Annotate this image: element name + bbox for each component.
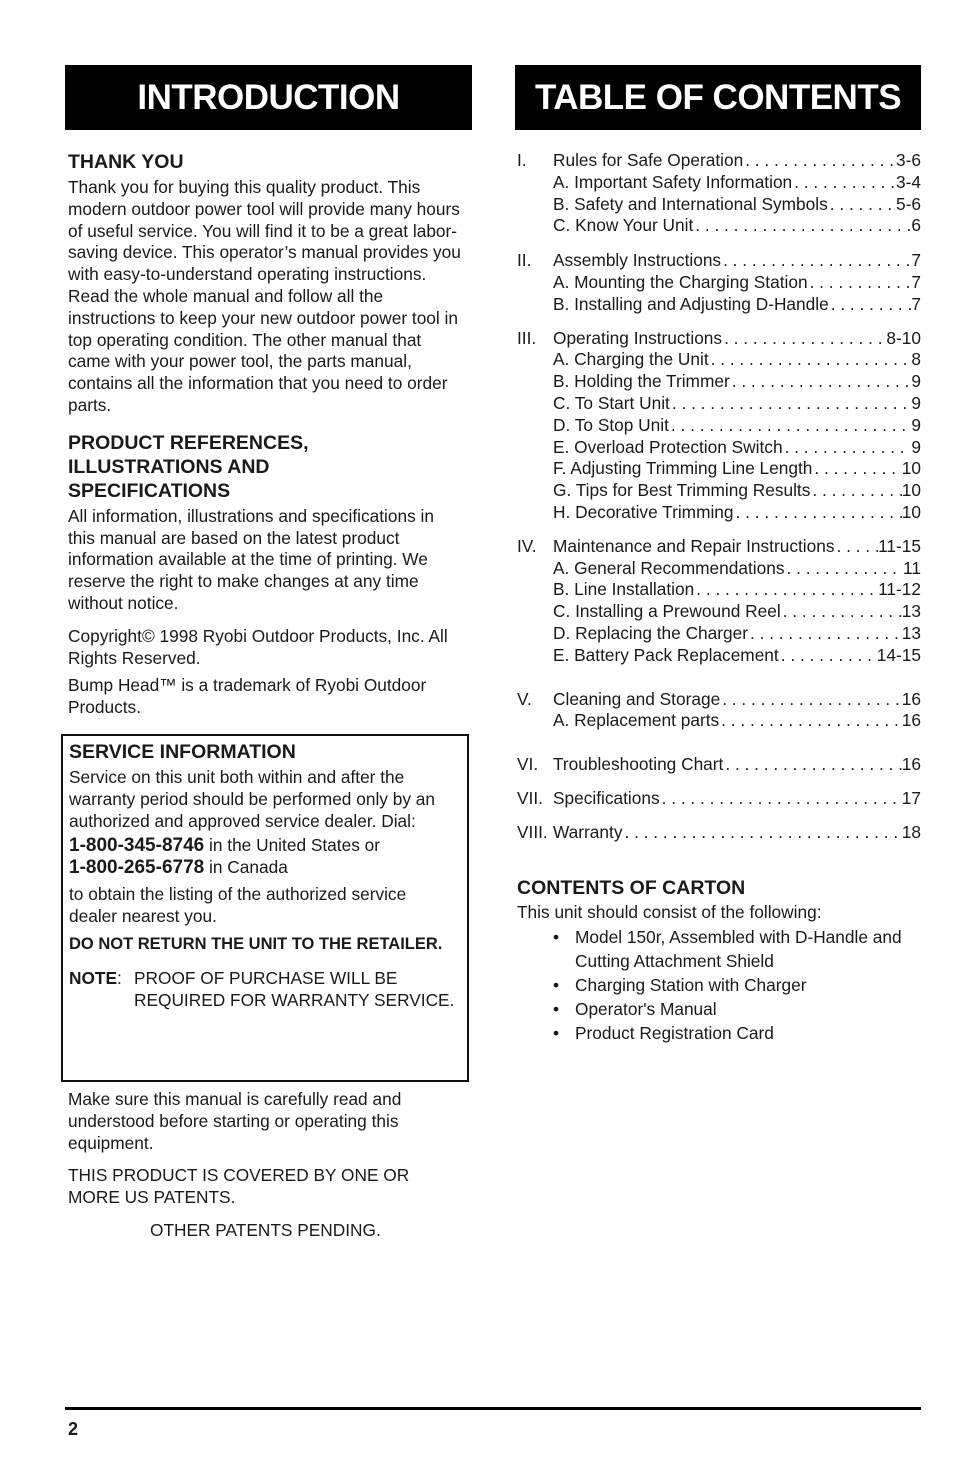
phone-us-line (69, 835, 459, 857)
service-text: Service on this unit both within and after the warranty period should be performed only by an authorized and approved service dealer. Dial: (69, 767, 435, 831)
toc-page-number: 9 (911, 371, 921, 392)
toc-page-number: 7 (911, 250, 921, 271)
toc-entry-number: VI. (517, 754, 539, 775)
toc-section (517, 754, 921, 776)
carton-list (517, 925, 921, 1045)
toc-page-number: 16 (901, 754, 921, 775)
carton-item (517, 1021, 921, 1045)
page-number: 2 (68, 1419, 79, 1439)
carton-heading: CONTENTS OF CARTON (517, 876, 746, 899)
toc-subentry (517, 415, 921, 437)
toc-subentry (517, 349, 921, 371)
toc-entry-number (517, 393, 553, 415)
patents-pending-text: OTHER PATENTS PENDING. (150, 1219, 381, 1240)
toc-subentry (517, 579, 921, 601)
bullet-icon: • (553, 1023, 560, 1044)
table-of-contents-banner (515, 65, 921, 130)
toc-leader-dots (783, 437, 912, 459)
toc-leader-dots (812, 458, 901, 480)
toc-entry-number (517, 349, 553, 371)
patents-text: THIS PRODUCT IS COVERED BY ONE OR MORE US PATENTS. (68, 1165, 410, 1208)
toc-page-number: 11-15 (878, 535, 921, 556)
toc-leader-dots (785, 558, 904, 580)
toc-page-number: 10 (901, 458, 921, 479)
toc-entry-number: V. (517, 688, 532, 709)
toc-leader-dots (829, 294, 912, 316)
toc-subentry (517, 215, 921, 237)
toc-page-number: 3-4 (896, 171, 921, 192)
toc-page-number: 5-6 (896, 193, 921, 214)
carton-intro: This unit should consist of the following: (517, 901, 822, 922)
toc-subentry-title: A. Mounting the Charging Station (553, 271, 808, 292)
introduction-column (68, 150, 463, 719)
toc-entry-title: Assembly Instructions (553, 250, 722, 271)
carton-item (517, 973, 921, 997)
toc-entry-number (517, 480, 553, 502)
toc-page-number: 11-12 (878, 579, 921, 600)
toc-page-number: 18 (901, 821, 921, 842)
toc-subentry-title: F. Adjusting Trimming Line Length (553, 458, 813, 479)
service-obtain-text: to obtain the listing of the authorized service dealer nearest you. (69, 883, 407, 926)
toc-leader-dots (719, 710, 902, 732)
toc-subentry (517, 502, 921, 524)
toc-entry-number: VII. (517, 787, 543, 808)
toc-entry (517, 536, 921, 558)
toc-page-number: 3-6 (896, 150, 921, 170)
toc-page-number: 9 (911, 436, 921, 457)
toc-entry-number: IV. (517, 535, 537, 556)
toc-entry-title: Rules for Safe Operation (553, 150, 744, 170)
toc-page-number: 8-10 (886, 327, 921, 348)
toc-subentry (517, 601, 921, 623)
toc-entry-title: Warranty (553, 821, 623, 842)
toc-leader-dots (723, 754, 901, 776)
toc-section (517, 150, 921, 237)
introduction-banner (65, 65, 472, 130)
toc-entry-number (517, 645, 553, 667)
closing-notes (68, 1089, 463, 1242)
toc-subentry-title: A. General Recommendations (553, 557, 785, 578)
phone-us-number: 1-800-345-8746 (69, 835, 205, 857)
toc-page-number: 10 (901, 480, 921, 501)
toc-entry-number (517, 579, 553, 601)
toc-leader-dots (720, 689, 902, 711)
phone-ca-number: 1-800-265-6778 (69, 857, 205, 879)
toc-entry-number (517, 437, 553, 459)
toc-entry-number (517, 272, 553, 294)
toc-section (517, 689, 921, 733)
toc-entry-number (517, 558, 553, 580)
toc-subentry-title: B. Installing and Adjusting D-Handle (553, 293, 829, 314)
toc-entry-number (517, 294, 553, 316)
toc-section (517, 822, 921, 844)
toc-subentry (517, 371, 921, 393)
toc-page-number: 14-15 (876, 644, 921, 665)
toc-entry (517, 754, 921, 776)
note-text: PROOF OF PURCHASE WILL BE REQUIRED FOR WARRANTY SERVICE. (134, 968, 455, 1010)
toc-subentry-title: A. Replacement parts (553, 710, 720, 731)
toc-entry-number (517, 194, 553, 216)
toc-entry-number: III. (517, 327, 537, 348)
carton-item-text: Model 150r, Assembled with D-Handle and Cutting Attachment Shield (575, 927, 902, 972)
toc-section (517, 328, 921, 524)
toc-subentry (517, 710, 921, 732)
toc-subentry (517, 458, 921, 480)
toc-section (517, 536, 921, 667)
toc-page-number: 9 (911, 414, 921, 435)
toc-subentry (517, 437, 921, 459)
toc-subentry-title: A. Important Safety Information (553, 171, 793, 192)
toc-leader-dots (748, 623, 902, 645)
toc-leader-dots (694, 579, 878, 601)
toc-subentry-title: G. Tips for Best Trimming Results (553, 480, 811, 501)
toc-leader-dots (779, 645, 877, 667)
toc-subentry-title: D. Replacing the Charger (553, 622, 748, 643)
toc-subentry-title: D. To Stop Unit (553, 414, 669, 435)
toc-leader-dots (709, 349, 912, 371)
toc-leader-dots (808, 272, 912, 294)
toc-entry-number (517, 415, 553, 437)
toc-page-number: 9 (911, 392, 921, 413)
toc-leader-dots (693, 215, 911, 237)
toc-entry-title: Cleaning and Storage (553, 688, 721, 709)
product-references-text: All information, illustrations and specifications in this manual are based on the latest product information available at the time of printing. We reserve the right to make changes at any time without notice. (68, 505, 434, 613)
toc-page-number: 10 (901, 501, 921, 522)
phone-ca-suffix: in Canada (204, 857, 288, 878)
note-label: NOTE (69, 968, 118, 989)
table-of-contents (517, 150, 921, 1045)
toc-leader-dots (828, 194, 896, 216)
toc-subentry-title: E. Battery Pack Replacement (553, 644, 779, 665)
toc-entry-number (517, 710, 553, 732)
toc-entry-title: Troubleshooting Chart (553, 754, 724, 775)
bullet-icon: • (553, 927, 560, 948)
toc-page-number: 11 (903, 557, 921, 578)
toc-page-number: 16 (901, 688, 921, 709)
toc-subentry-title: C. Installing a Prewound Reel (553, 601, 781, 622)
toc-subentry-title: H. Decorative Trimming (553, 501, 734, 522)
toc-subentry-title: C. Know Your Unit (553, 215, 694, 236)
toc-leader-dots (721, 250, 911, 272)
toc-page-number: 13 (901, 601, 921, 622)
toc-leader-dots (792, 172, 896, 194)
toc-entry-number: I. (517, 150, 527, 170)
toc-section (517, 788, 921, 810)
toc-subentry (517, 272, 921, 294)
toc-entry-number (517, 371, 553, 393)
copyright-text: Copyright© 1998 Ryobi Outdoor Products, Inc. All Rights Reserved. (68, 625, 448, 668)
thank-you-text: Thank you for buying this quality product. This modern outdoor power tool will provide many hours of useful service. You will find it to be a great labor-saving device. This operator’s manual provides you with easy-to-understand operating instructions. Read the whole manual and follow all the instructions to keep your new outdoor power tool in top operating condition. The other manual that came with your power tool, the parts manual, contains all the information that you need to order parts. (68, 177, 461, 415)
toc-subentry-title: A. Charging the Unit (553, 349, 709, 370)
toc-entry-title: Specifications (553, 787, 660, 808)
toc-entry-number (517, 601, 553, 623)
toc-list (517, 150, 921, 844)
do-not-return-warning: DO NOT RETURN THE UNIT TO THE RETAILER. (69, 934, 443, 953)
carton-item-text: Operator's Manual (575, 999, 717, 1020)
toc-page-number: 8 (911, 349, 921, 370)
toc-subentry (517, 623, 921, 645)
toc-subentry-title: B. Line Installation (553, 579, 695, 600)
toc-leader-dots (834, 536, 878, 558)
product-references-heading: PRODUCT REFERENCES, ILLUSTRATIONS AND SPECIFICATIONS (68, 431, 309, 502)
toc-page-number: 16 (901, 710, 921, 731)
table-of-contents-title: TABLE OF CONTENTS (534, 77, 902, 117)
toc-leader-dots (670, 393, 912, 415)
toc-entry (517, 822, 921, 844)
toc-subentry-title: E. Overload Protection Switch (553, 436, 783, 457)
toc-subentry (517, 558, 921, 580)
phone-us-suffix: in the United States or (204, 835, 381, 856)
toc-entry-number (517, 502, 553, 524)
toc-entry (517, 328, 921, 350)
toc-subentry (517, 172, 921, 194)
carton-item (517, 997, 921, 1021)
toc-entry (517, 250, 921, 272)
toc-page-number: 13 (901, 622, 921, 643)
toc-leader-dots (734, 502, 902, 524)
toc-entry-number (517, 458, 553, 480)
service-information-box (61, 734, 469, 1082)
toc-entry-number (517, 623, 553, 645)
toc-subentry-title: B. Safety and International Symbols (553, 193, 828, 214)
toc-subentry (517, 194, 921, 216)
carton-item (517, 925, 921, 973)
toc-leader-dots (622, 822, 901, 844)
toc-leader-dots (660, 788, 902, 810)
trademark-text: Bump Head™ is a trademark of Ryobi Outdoor Products. (68, 675, 427, 718)
carton-item-text: Charging Station with Charger (575, 975, 807, 996)
phone-ca-line (69, 857, 459, 879)
toc-entry-title: Operating Instructions (553, 327, 723, 348)
toc-page-number: 7 (911, 293, 921, 314)
introduction-title: INTRODUCTION (137, 77, 400, 117)
toc-entry (517, 788, 921, 810)
toc-page-number: 7 (911, 271, 921, 292)
make-sure-text: Make sure this manual is carefully read and understood before starting or operating this equipment. (68, 1089, 402, 1153)
toc-page-number: 6 (911, 215, 921, 236)
thank-you-heading: THANK YOU (68, 151, 184, 173)
toc-subentry (517, 294, 921, 316)
footer-rule (65, 1407, 921, 1410)
toc-entry-number: II. (517, 250, 532, 271)
bullet-icon: • (553, 999, 560, 1020)
proof-of-purchase-note: NOTE: PROOF OF PURCHASE WILL BE REQUIRED FOR WARRANTY SERVICE. (69, 968, 459, 1012)
toc-subentry (517, 645, 921, 667)
service-heading: SERVICE INFORMATION (69, 741, 296, 763)
toc-subentry-title: B. Holding the Trimmer (553, 371, 730, 392)
toc-subentry-title: C. To Start Unit (553, 392, 670, 413)
toc-subentry (517, 480, 921, 502)
carton-item-text: Product Registration Card (575, 1023, 774, 1044)
toc-entry-number (517, 172, 553, 194)
toc-leader-dots (669, 415, 911, 437)
toc-entry (517, 689, 921, 711)
bullet-icon: • (553, 975, 560, 996)
toc-entry-number (517, 215, 553, 237)
toc-leader-dots (781, 601, 902, 623)
toc-entry-title: Maintenance and Repair Instructions (553, 535, 835, 556)
toc-section (517, 250, 921, 315)
toc-subentry (517, 393, 921, 415)
toc-leader-dots (730, 371, 912, 393)
toc-page-number: 17 (901, 787, 921, 808)
toc-leader-dots (810, 480, 901, 502)
toc-entry (517, 150, 921, 172)
toc-leader-dots (743, 150, 896, 172)
toc-leader-dots (722, 328, 886, 350)
toc-entry-number: VIII. (517, 821, 548, 842)
